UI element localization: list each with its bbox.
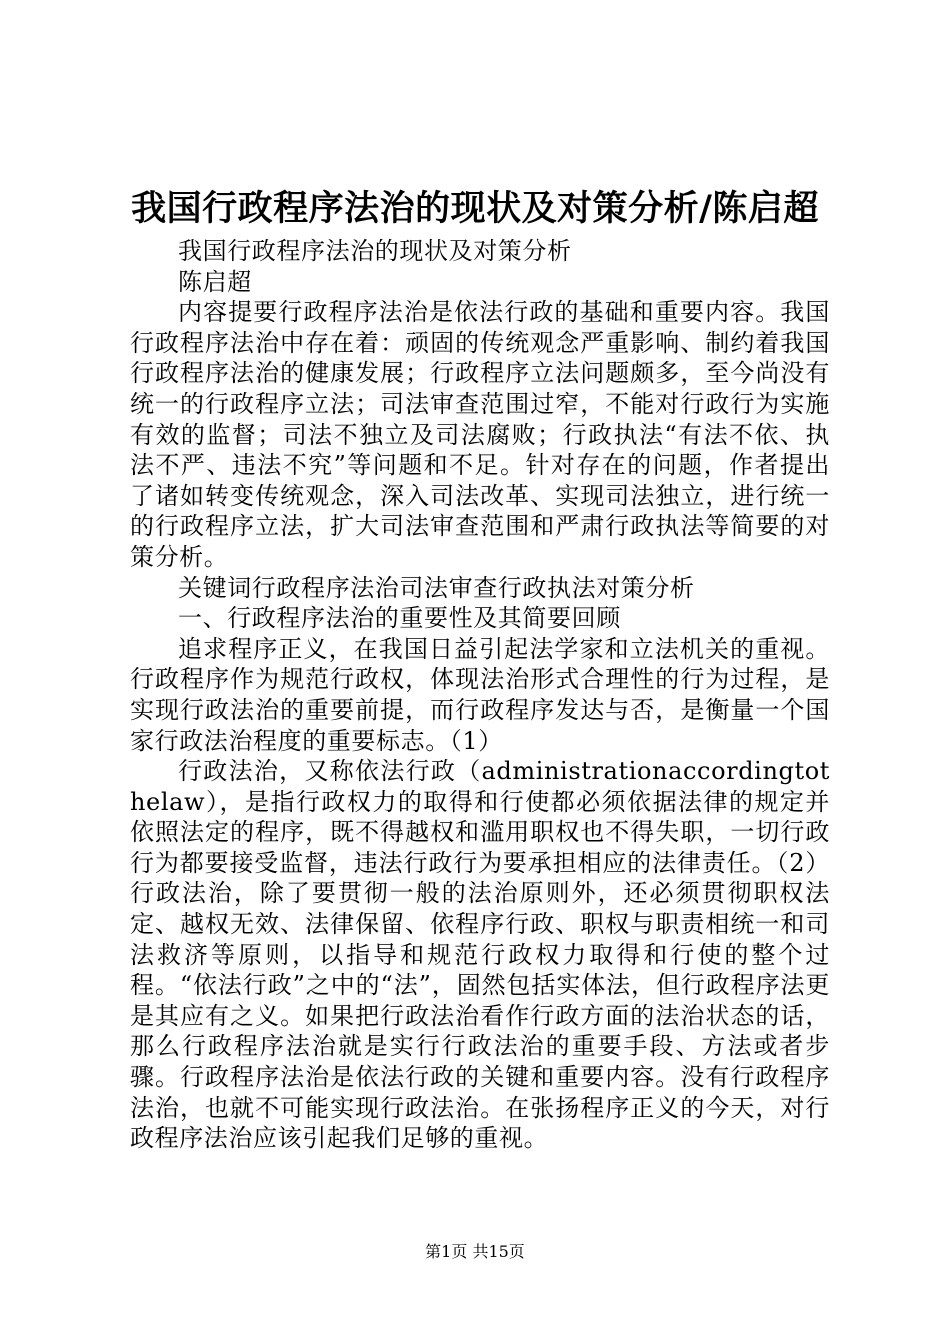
article-title-paragraph: 我国行政程序法治的现状及对策分析 xyxy=(178,237,572,265)
page-number-footer: 第1页 共15页 xyxy=(425,1242,525,1261)
document-title: 我国行政程序法治的现状及对策分析/陈启超 xyxy=(131,188,819,229)
section-heading: 一、行政程序法治的重要性及其简要回顾 xyxy=(178,604,621,633)
keywords-paragraph: 关键词行政程序法治司法审查行政执法对策分析 xyxy=(178,573,695,602)
body-paragraph: 行政法治，又称依法行政（administrationaccordingtothelaw），是指行政权力的取得和行使都必须依据法律的规定并依照法定的程序，既不得越权和滥用职权也不得失职，一切行政行为都要接受监督，违法行政行为要承担相应的法律责任。（2）行政法治，除了要贯彻一般的法治原则外，还必须贯彻职权法定、越权无效、法律保留、依程序行政、职权与职责相统一和司法救济等原则，以指导和规范行政权力取得和行使的整个过程。“依法行政”之中的“法”，固然包括实体法，但行政程序法更是其应有之义。如果把行政法治看作行政方面的法治状态的话，那么行政程序法治就是实行行政法治的重要手段、方法或者步骤。行政程序法治是依法行政的关键和重要内容。没有行政程序法治，也就不可能实现行政法治。在张扬程序正义的今天，对行政程序法治应该引起我们足够的重视。 xyxy=(130,757,830,1153)
document-body xyxy=(130,236,830,1154)
body-paragraph: 追求程序正义，在我国日益引起法学家和立法机关的重视。行政程序作为规范行政权，体现法治形式合理性的行为过程，是实现行政法治的重要前提，而行政程序发达与否，是衡量一个国家行政法治程度的重要标志。（1） xyxy=(130,634,830,755)
author-paragraph: 陈启超 xyxy=(178,267,252,296)
abstract-paragraph: 内容提要行政程序法治是依法行政的基础和重要内容。我国行政程序法治中存在着：顽固的传统观念严重影响、制约着我国行政程序法治的健康发展；行政程序立法问题颇多，至今尚没有统一的行政程序立法；司法审查范围过窄，不能对行政行为实施有效的监督；司法不独立及司法腐败；行政执法“有法不依、执法不严、违法不究”等问题和不足。针对存在的问题，作者提出了诸如转变传统观念，深入司法改革、实现司法独立，进行统一的行政程序立法，扩大司法审查范围和严肃行政执法等简要的对策分析。 xyxy=(130,298,830,571)
